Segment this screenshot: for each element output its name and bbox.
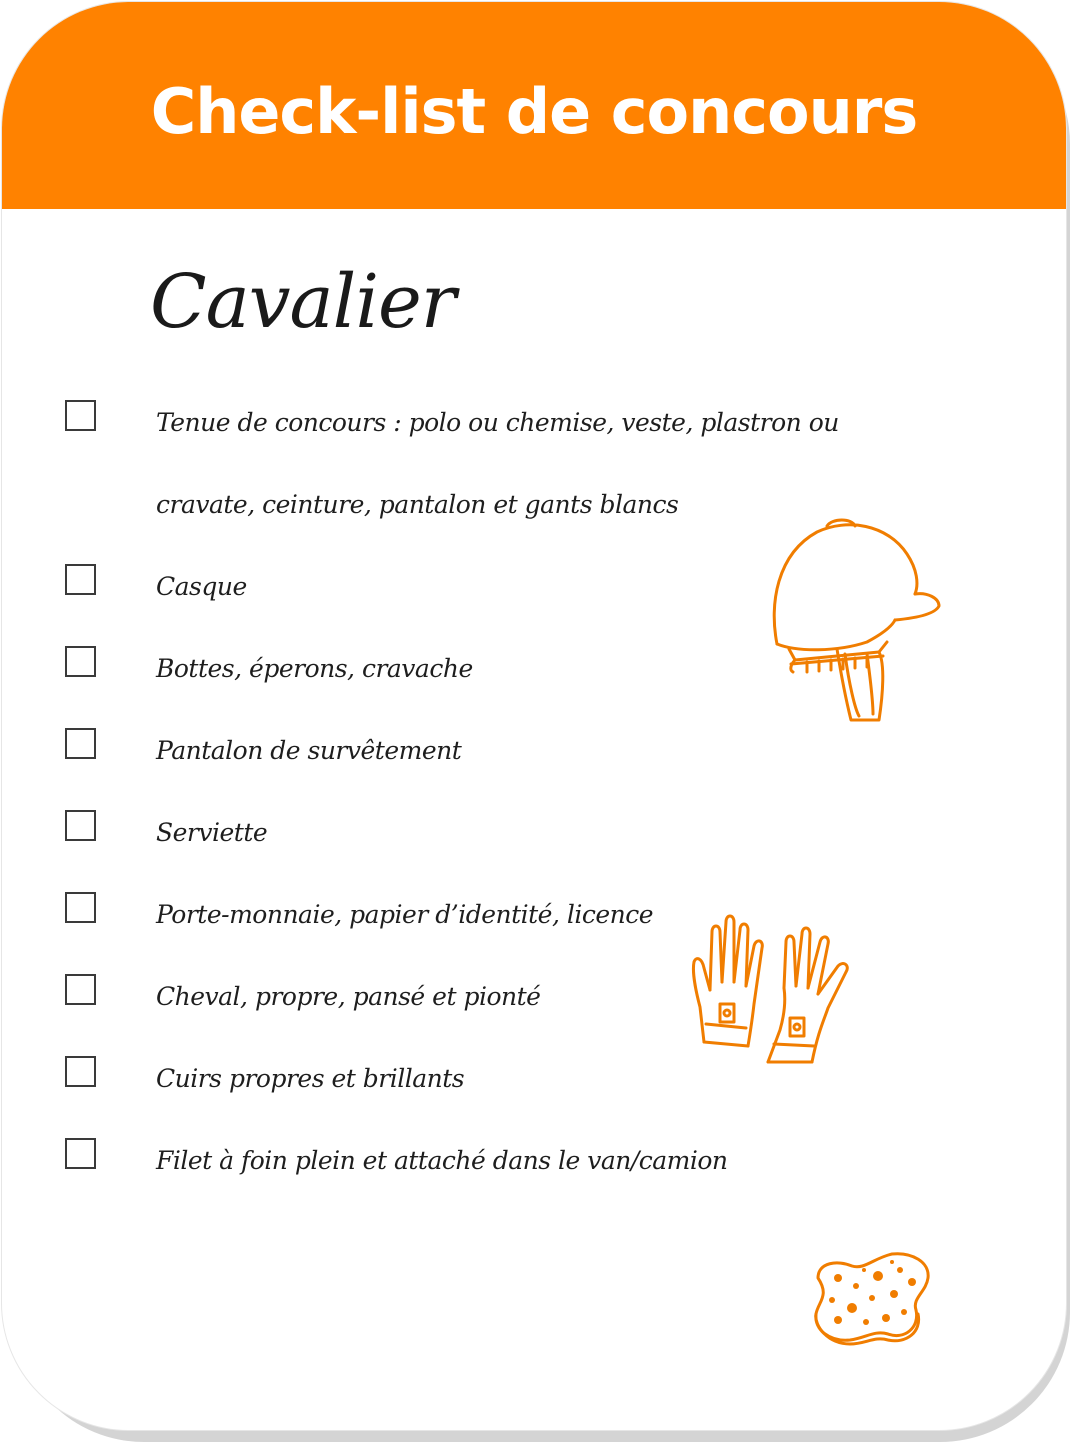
- checklist-item-label: Cheval, propre, pansé et pionté: [156, 982, 541, 1011]
- page-title: Check-list de concours: [150, 75, 918, 148]
- header-banner: [2, 2, 1066, 209]
- checklist-item-label: Casque: [156, 572, 247, 601]
- checklist-item-label: Filet à foin plein et attaché dans le van/camion: [156, 1146, 728, 1175]
- checklist-item-label: Bottes, éperons, cravache: [156, 654, 473, 683]
- riding-helmet-icon: [767, 514, 947, 734]
- section-title: Cavalier: [150, 259, 456, 345]
- checklist-card: [1, 1, 1067, 1431]
- checklist-item-label: Pantalon de survêtement: [156, 736, 462, 765]
- checkbox[interactable]: [65, 646, 96, 677]
- checkbox[interactable]: [65, 728, 96, 759]
- sponge-icon: [808, 1248, 934, 1348]
- checklist-item-label: Tenue de concours : polo ou chemise, veste, plastron ou cravate, ceinture, pantalon et gants blancs: [156, 408, 839, 519]
- checkbox[interactable]: [65, 1056, 96, 1087]
- checklist-item-label: Cuirs propres et brillants: [156, 1064, 465, 1093]
- checklist-item-label: Porte-monnaie, papier d’identité, licence: [156, 900, 654, 929]
- checkbox[interactable]: [65, 892, 96, 923]
- checkbox[interactable]: [65, 400, 96, 431]
- riding-gloves-icon: [688, 912, 858, 1072]
- checklist-item-label: Serviette: [156, 818, 268, 847]
- checkbox[interactable]: [65, 810, 96, 841]
- checkbox[interactable]: [65, 1138, 96, 1169]
- checkbox[interactable]: [65, 974, 96, 1005]
- checkbox[interactable]: [65, 564, 96, 595]
